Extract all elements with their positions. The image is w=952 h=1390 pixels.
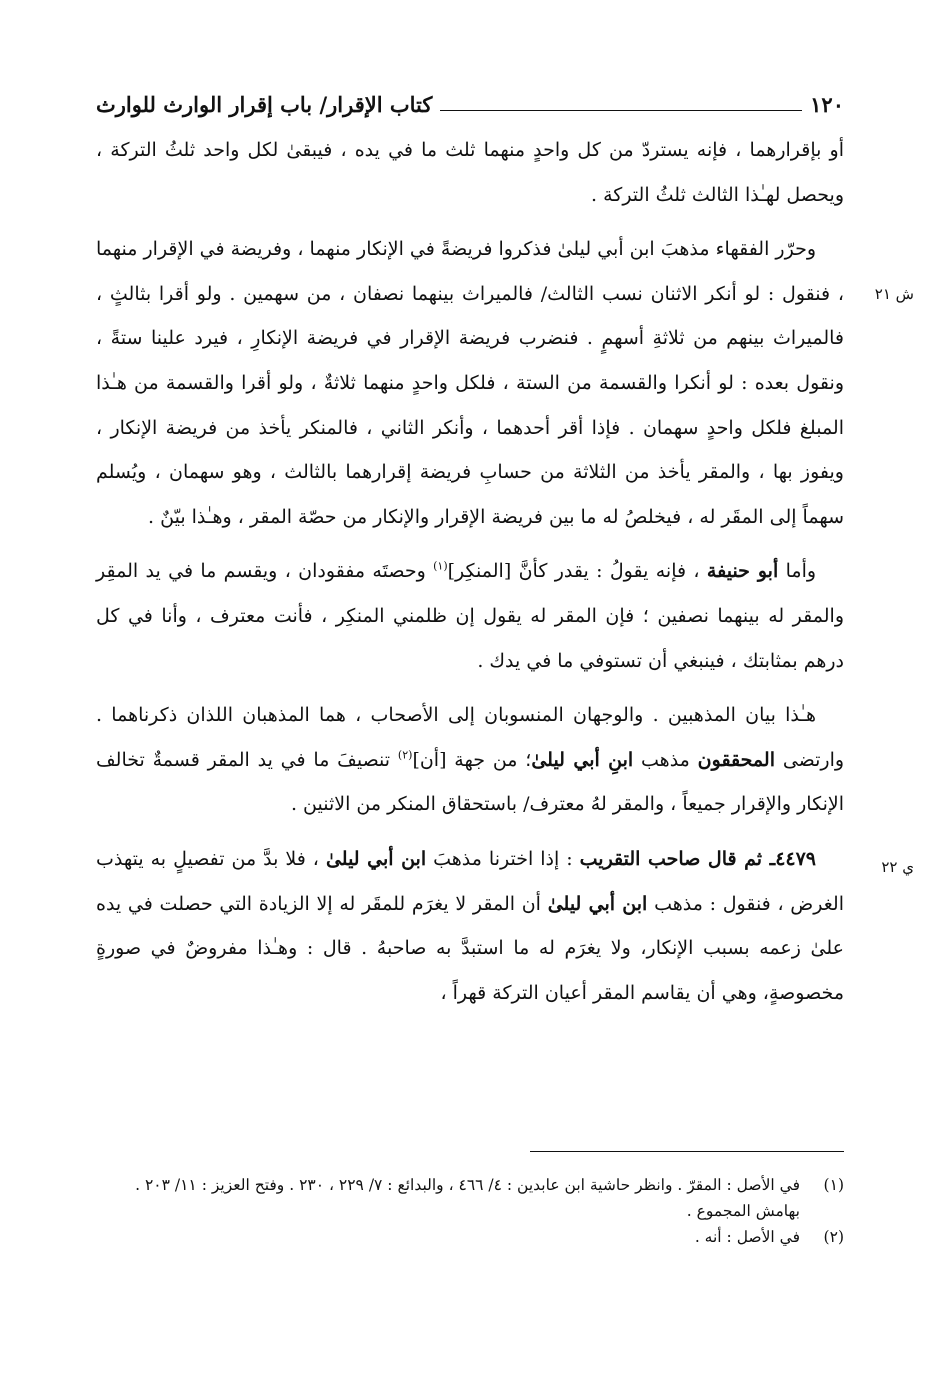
footnote-divider <box>530 1151 844 1152</box>
footnote-2 <box>96 1224 844 1250</box>
name-abu-hanifa: أبو حنيفة <box>706 560 779 583</box>
p4-text-c: مذهب <box>641 748 690 771</box>
p4-text-a: هـٰذا بيان المذهبين . والوجهان المنسوبان إلى الأصحاب ، هما المذهبان اللذان ذكرناهما . وارتضى <box>96 704 845 771</box>
margin-note-manuscript-ref-1: ش ٢١ <box>874 285 914 303</box>
footnote-number: (١) <box>823 1176 844 1194</box>
footnote-number: (٢) <box>823 1228 844 1246</box>
header-rule <box>440 110 802 111</box>
main-text <box>96 128 844 1015</box>
margin-note-manuscript-ref-2: ي ٢٢ <box>881 858 914 876</box>
p4-text-e: ؛ من جهة [أن] <box>412 748 532 771</box>
paragraph-3 <box>96 549 844 683</box>
page-number: ١٢٠ <box>810 91 844 117</box>
footnote-ref-1[interactable]: (١) <box>433 560 448 574</box>
footnote-ref-2[interactable]: (٢) <box>397 748 413 762</box>
p5-text-f: أن المقر لا يغرَم للمقَر له إلا الزيادة التي حصلت في يده علىٰ زعمه بسبب الإنكار، ولا يغرَم له ما استبدَّ به صاحبهُ . قال : وهـٰذا مفروضٌ في صورةٍ مخصوصةٍ، وهي أن يقاسم المقر أعيان التركة قهراً ، <box>96 892 844 1004</box>
footnote-text: في الأصل : أنه . <box>694 1228 800 1246</box>
section-number-heading: ٤٤٧٩ـ ثم قال صاحب التقريب <box>579 847 817 870</box>
name-ibn-abi-layla: ابن أبي ليلىٰ <box>325 847 427 870</box>
paragraph-4 <box>96 693 844 827</box>
running-title: كتاب الإقرار/ باب إقرار الوارث للوارث <box>96 91 433 117</box>
p3-text-c: ، فإنه يقولُ : يقدر كأنَّ [المنكِر] <box>447 560 700 583</box>
p5-text-d: ، فلا بدَّ من تفصيلٍ به يتهذب الغرض ، فنقول : مذهب <box>96 847 844 915</box>
footnotes <box>96 1172 844 1250</box>
footnote-text: في الأصل : المقرّ . وانظر حاشية ابن عابدين : ٤/ ٤٦٦ ، والبدائع : ٧/ ٢٢٩ ، ٢٣٠ . وفتح العزيز : ١١/ ٢٠٣ . بهامش المجموع . <box>135 1176 800 1220</box>
paragraph-2: وحرّر الفقهاء مذهبَ ابن أبي ليلىٰ فذكروا فريضةً في الإنكار منهما ، وفريضة في الإقرار منهما ، فنقول : لو أنكر الاثنان نسب الثالث/ فالميراث بينهما نصفان ، من سهمين . ولو أقرا بثالثٍ ، فالميراث بينهم من ثلاثةِ أسهمٍ . فنضرب فريضة الإقرار في فريضة الإنكارِ ، فيرد علينا ستةً ، ونقول بعده : لو أنكرا والقسمة من الستة ، فلكل واحدٍ منهما ثلاثةٌ ، ولو أقرا والقسمة من هـٰذا المبلغ فلكل واحدٍ سهمان . فإذا أقر أحدهما ، وأنكر الثاني ، فالمنكر يأخذ من فريضة الإنكار ، ويفوز بها ، والمقر يأخذ من الثلاثة من حسابِ فريضة إقرارهما بالثالث ، وهو سهمان ، ويُسلم سهماً إلى المقَر له ، فيخلصُ له ما بين فريضة الإقرار والإنكار من حصّة المقر ، وهـٰذا بيّنٌ . <box>96 238 844 528</box>
running-header <box>96 84 844 124</box>
p3-text-d: وحصتَه مفقودان ، ويقسم ما في يد المقِر والمقر له بينهما نصفين ؛ فإن المقر له يقول إن ظلمني المنكِر ، فأنت معترف ، وأنا في كل درهم بمثابتك ، فينبغي أن تستوفي ما في يدك . <box>96 560 844 672</box>
p5-text-b: : إذا اخترنا مذهبَ <box>433 847 573 870</box>
paragraph-5 <box>96 837 844 1015</box>
footnote-1 <box>96 1172 844 1224</box>
name-ibn-abi-layla: ابن أبي ليلىٰ <box>547 892 648 915</box>
paragraph-1: أو بإقرارهما ، فإنه يستردّ من كل واحدٍ منهما ثلث ما في يده ، فيبقىٰ لكل واحد ثلثُ التركة ، ويحصل لهـٰذا الثالث ثلثُ التركة . <box>96 139 844 206</box>
p4-text-f: تنصيفَ ما في يد المقر قسمةٌ تخالف الإنكار والإقرار جميعاً ، والمقر لهُ معترف/ باستحقاق المنكر من الاثنين . <box>96 748 844 816</box>
name-ibn-abi-layla: ابنِ أبي ليلىٰ <box>531 748 634 771</box>
p3-text-a: وأما <box>785 560 817 583</box>
term-muhaqqiqun: المحققون <box>697 748 775 771</box>
